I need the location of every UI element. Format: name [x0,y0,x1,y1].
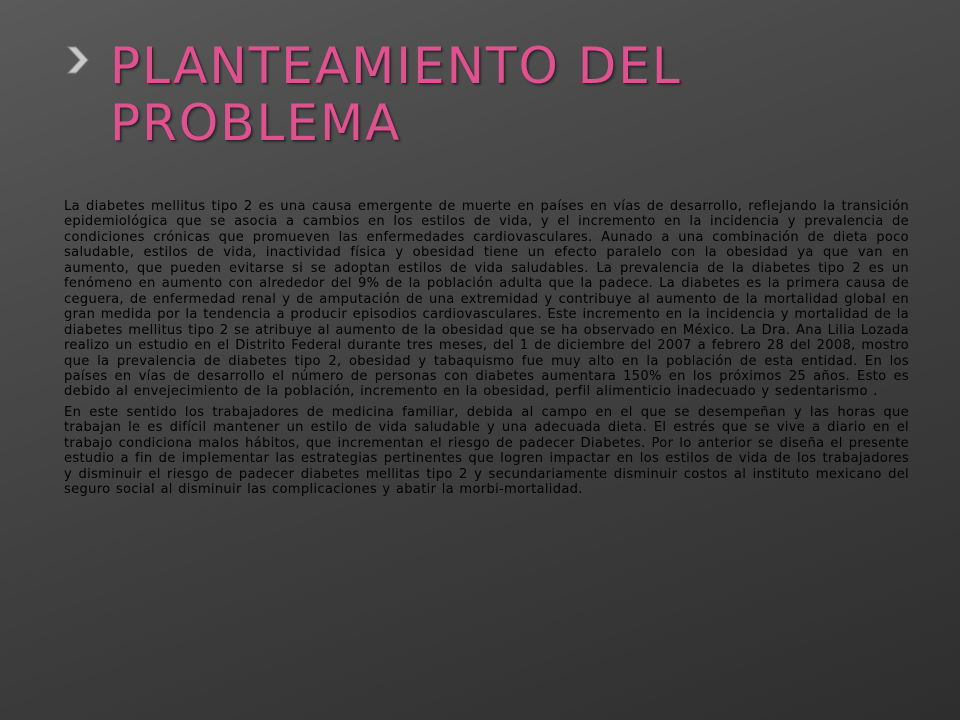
slide-body [64,199,909,498]
body-paragraph-2: En este sentido los trabajadores de medicina familiar, debida al campo en el que se desempeñan y las horas que trabajan le es difícil mantener un estilo de vida saludable y una adecuada dieta. El estrés que se vive a diario en el trabajo condiciona malos hábitos, que incrementan el riesgo de padecer Diabetes. Por lo anterior se diseña el presente estudio a fin de implementar las estrategias pertinentes que logren impactar en los estilos de vida de los trabajadores y disminuir el riesgo de padecer diabetes mellitas tipo 2 y secundariamente disminuir costos al instituto mexicano del seguro social al disminuir las complicaciones y abatir la morbi-mortalidad. [64,404,909,498]
body-paragraph-1: La diabetes mellitus tipo 2 es una causa emergente de muerte en países en vías de desarrollo, reflejando la transición epidemiológica que se asocia a cambios en los estilos de vida, y el incremento en la incidencia y prevalencia de condiciones crónicas que promueven las enfermedades cardiovasculares. Aunado a una combinación de dieta poco saludable, estilos de vida, inactividad física y obesidad tiene un efecto paralelo con la obesidad ya que van en aumento, que pueden evitarse si se adoptan estilos de vida saludables. La prevalencia de la diabetes tipo 2 es un fenómeno en aumento con alrededor del 9% de la población adulta que la padece. La diabetes es la primera causa de ceguera, de enfermedad renal y de amputación de una extremidad y contribuye al aumento de la mortalidad global en gran medida por la tendencia a producir episodios cardiovasculares. Este incremento en la incidencia y mortalidad de la diabetes mellitus tipo 2 se atribuye al aumento de la obesidad que se ha observado en México. La Dra. Ana Lilia Lozada realizo un estudio en el Distrito Federal durante tres meses, del 1 de diciembre del 2007 a febrero 28 del 2008, mostro que la prevalencia de diabetes tipo 2, obesidad y tabaquismo fue muy alto en la población de esta entidad. En los países en vías de desarrollo el número de personas con diabetes aumentara 150% en los próximos 25 años. Esto es debido al envejecimiento de la población, incremento en la obesidad, perfil alimenticio inadecuado y sedentarismo . [64,199,909,400]
slide-title: PLANTEAMIENTO DEL PROBLEMA [110,37,682,152]
chevron-right-icon [62,45,92,75]
